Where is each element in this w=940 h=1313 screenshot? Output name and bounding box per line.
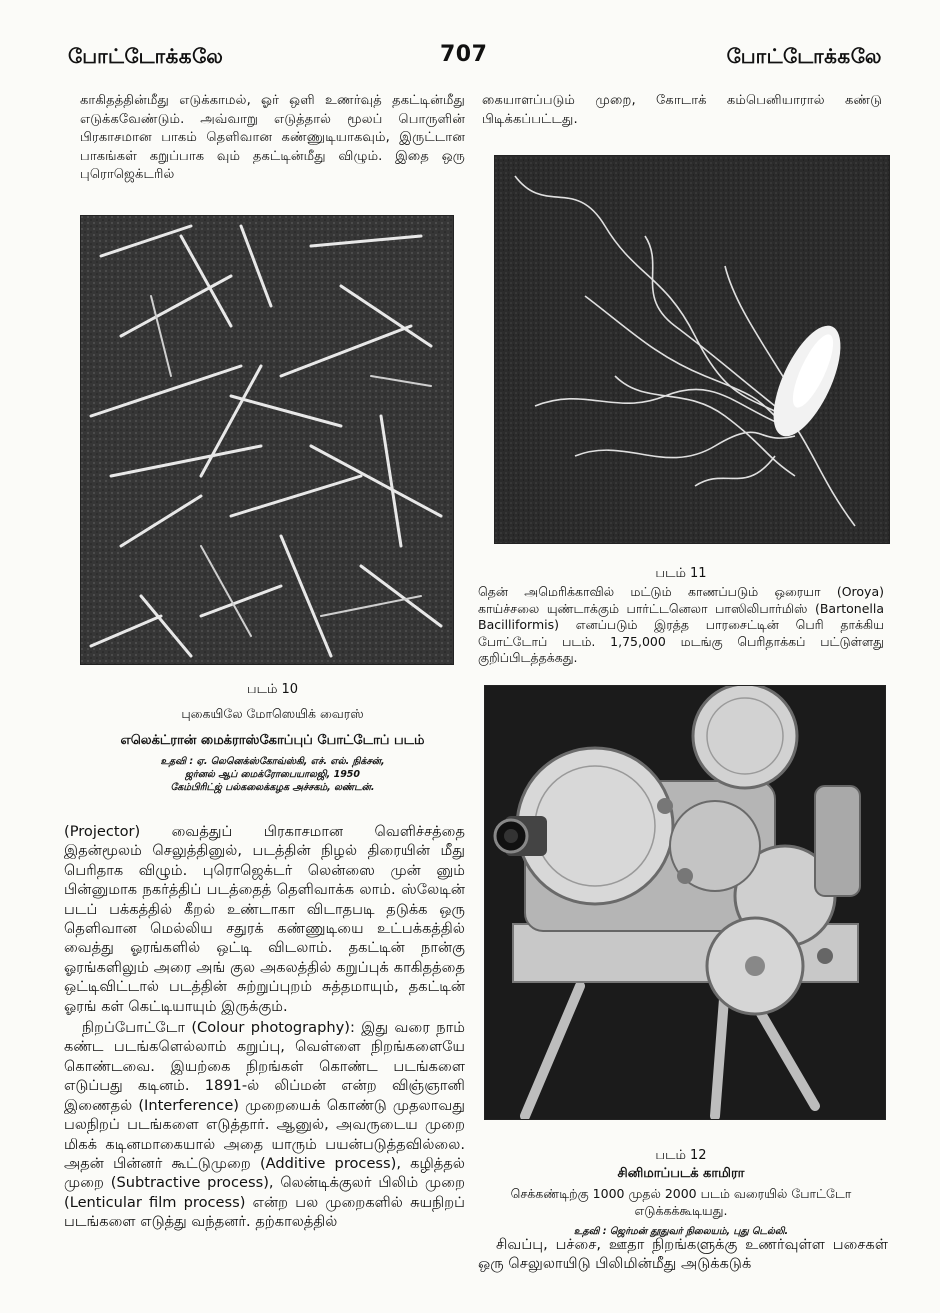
left-body-paragraph-2: நிறப்போட்டோ (Colour photography): இது வரை நாம் கண்ட படங்களெல்லாம் கறுப்பு, வெள்ளை நிறங்களையே கொண்டவை. இயற்கை நிறங்கள் கொண்ட படங்களை எடுப்பது கடினம். 1891-ல் லிப்மன் என்ற விஞ்ஞானி இணைதல் (Interference) முறையைக் கொண்டு முதலாவது பலநிறப் படங்களை எடுத்தார். ஆனுல், அவருடைய முறை மிகக் கடினமாகையால் அதை யாரும் பயன்படுத்தவில்லை. அதன் பின்னர் கூட்டுமுறை (Additive process), கழித்தல் முறை (Subtractive process), லென்டிக்குலர் பிலிம் முறை (Lenticular film process) என்ற பல முறைகளில் சுயநிறப் படங்களை எடுத்து வந்தனர். தற்காலத்தில் — [64, 1019, 465, 1231]
left-column-top — [80, 92, 465, 185]
figure-12-number: படம் 12 — [655, 1148, 707, 1163]
left-column-body — [64, 822, 465, 1232]
figure-11-photo — [494, 155, 890, 544]
right-column-top — [482, 92, 882, 129]
figure-10-credit-line1: உதவி : ஏ. லெனெக்ஸ்கோவ்ஸ்கி, எச். எல். நிக்சன், — [160, 756, 385, 767]
figure-12-caption — [478, 1148, 884, 1238]
figure-12-description: செக்கண்டிற்கு 1000 முதல் 2000 படம் வரையில் போட்டோ எடுக்கக்கூடியது. — [510, 1186, 852, 1218]
running-header-left: போட்டோக்கலே — [68, 44, 224, 68]
figure-10-title: புகையிலே மோஸெயிக் வைரஸ் — [181, 706, 364, 721]
figure-10-photo — [80, 215, 454, 665]
figure-12-photo — [484, 685, 886, 1120]
figure-10-credit-line2: ஜர்னல் ஆப் மைக்ரோபையாலஜி, 1950 — [184, 769, 361, 780]
left-top-paragraph: காகிதத்தின்மீது எடுக்காமல், ஓர் ஒளி உணர்வுத் தகட்டின்மீது எடுக்கவேண்டும். அவ்வாறு எடுத்தால் மூலப் பொருளின் பிரகாசமான பாகம் தெளிவான கண்ணுடியாகவும், இருட்டான பாகங்கள் கறுப்பாக வும் தகட்டின்மீது விழும். இதை ஒரு புரொஜெக்டரில் — [80, 93, 465, 183]
figure-12-title: சினிமாப்படக் காமிரா — [617, 1166, 745, 1181]
figure-10-credit-line3: கேம்பிரிட்ஜ் பல்கலைக்கழக அச்சகம், லண்டன். — [170, 782, 375, 793]
right-bottom-paragraph: சிவப்பு, பச்சை, ஊதா நிறங்களுக்கு உணர்வுள்ள பசைகள் ஒரு செலுலாயிடு பிலிமின்மீது அடுக்கடுக் — [478, 1236, 888, 1273]
figure-12-credit: உதவி : ஜெர்மன் தூதுவர் நிலையம், புது டெல்லி. — [573, 1226, 789, 1237]
right-column-bottom — [478, 1235, 888, 1274]
figure-10-number: படம் 10 — [246, 682, 299, 697]
figure-10-caption — [80, 682, 465, 794]
figure-10-subtitle: எலெக்ட்ரான் மைக்ராஸ்கோப்புப் போட்டோப் படம் — [120, 733, 425, 748]
running-header-right: போட்டோக்கலே — [726, 44, 882, 68]
page-number: 707 — [440, 42, 488, 67]
figure-11-caption — [478, 566, 884, 667]
figure-11-description: தென் அமெரிக்காவில் மட்டும் காணப்படும் ஒரையா (Oroya) காய்ச்சலை யுண்டாக்கும் பார்ட்டனெலா பாஸிலிபார்மிஸ் (Bartonella Bacilliformis) எனப்படும் இரத்த பாரசைட்டின் பெரி தாக்கிய போட்டோப் படம். 1,75,000 மடங்கு பெரிதாக்கப் பட்டுள்ளது குறிப்பிடத்தக்கது. — [478, 584, 884, 665]
left-body-paragraph-1: (Projector) வைத்துப் பிரகாசமான வெளிச்சத்தை இதன்மூலம் செலுத்தினுல், படத்தின் நிழல் திரையின் மீது பெரிதாக விழும். புரொஜெக்டர் லென்ஸை முன் னும் பின்னுமாக நகர்த்திப் படத்தைத் தெளிவாக்க லாம். ஸ்லேடின் படப் பக்கத்தில் கீறல் உண்டாகா விடாதபடி தடுக்க ஒரு தெளிவான மெல்லிய சதுரக் கண்ணுடியை உட்பக்கத்தில் வைத்து ஓரங்களில் ஒட்டி விடலாம். தகட்டின் நான்கு ஓரங்களிலும் அரை அங் குல அகலத்தில் கறுப்புக் காகிதத்தை ஒட்டிவிட்டால் படத்தின் சுற்றுப்புறம் சுத்தமாயும், தகட்டின் ஓரங் கள் கெட்டியாயும் இருக்கும். — [64, 823, 465, 1015]
figure-11-number: படம் 11 — [655, 566, 707, 581]
right-top-paragraph: கையாளப்படும் முறை, கோடாக் கம்பெனியாரால் கண்டு பிடிக்கப்பட்டது. — [482, 93, 882, 127]
